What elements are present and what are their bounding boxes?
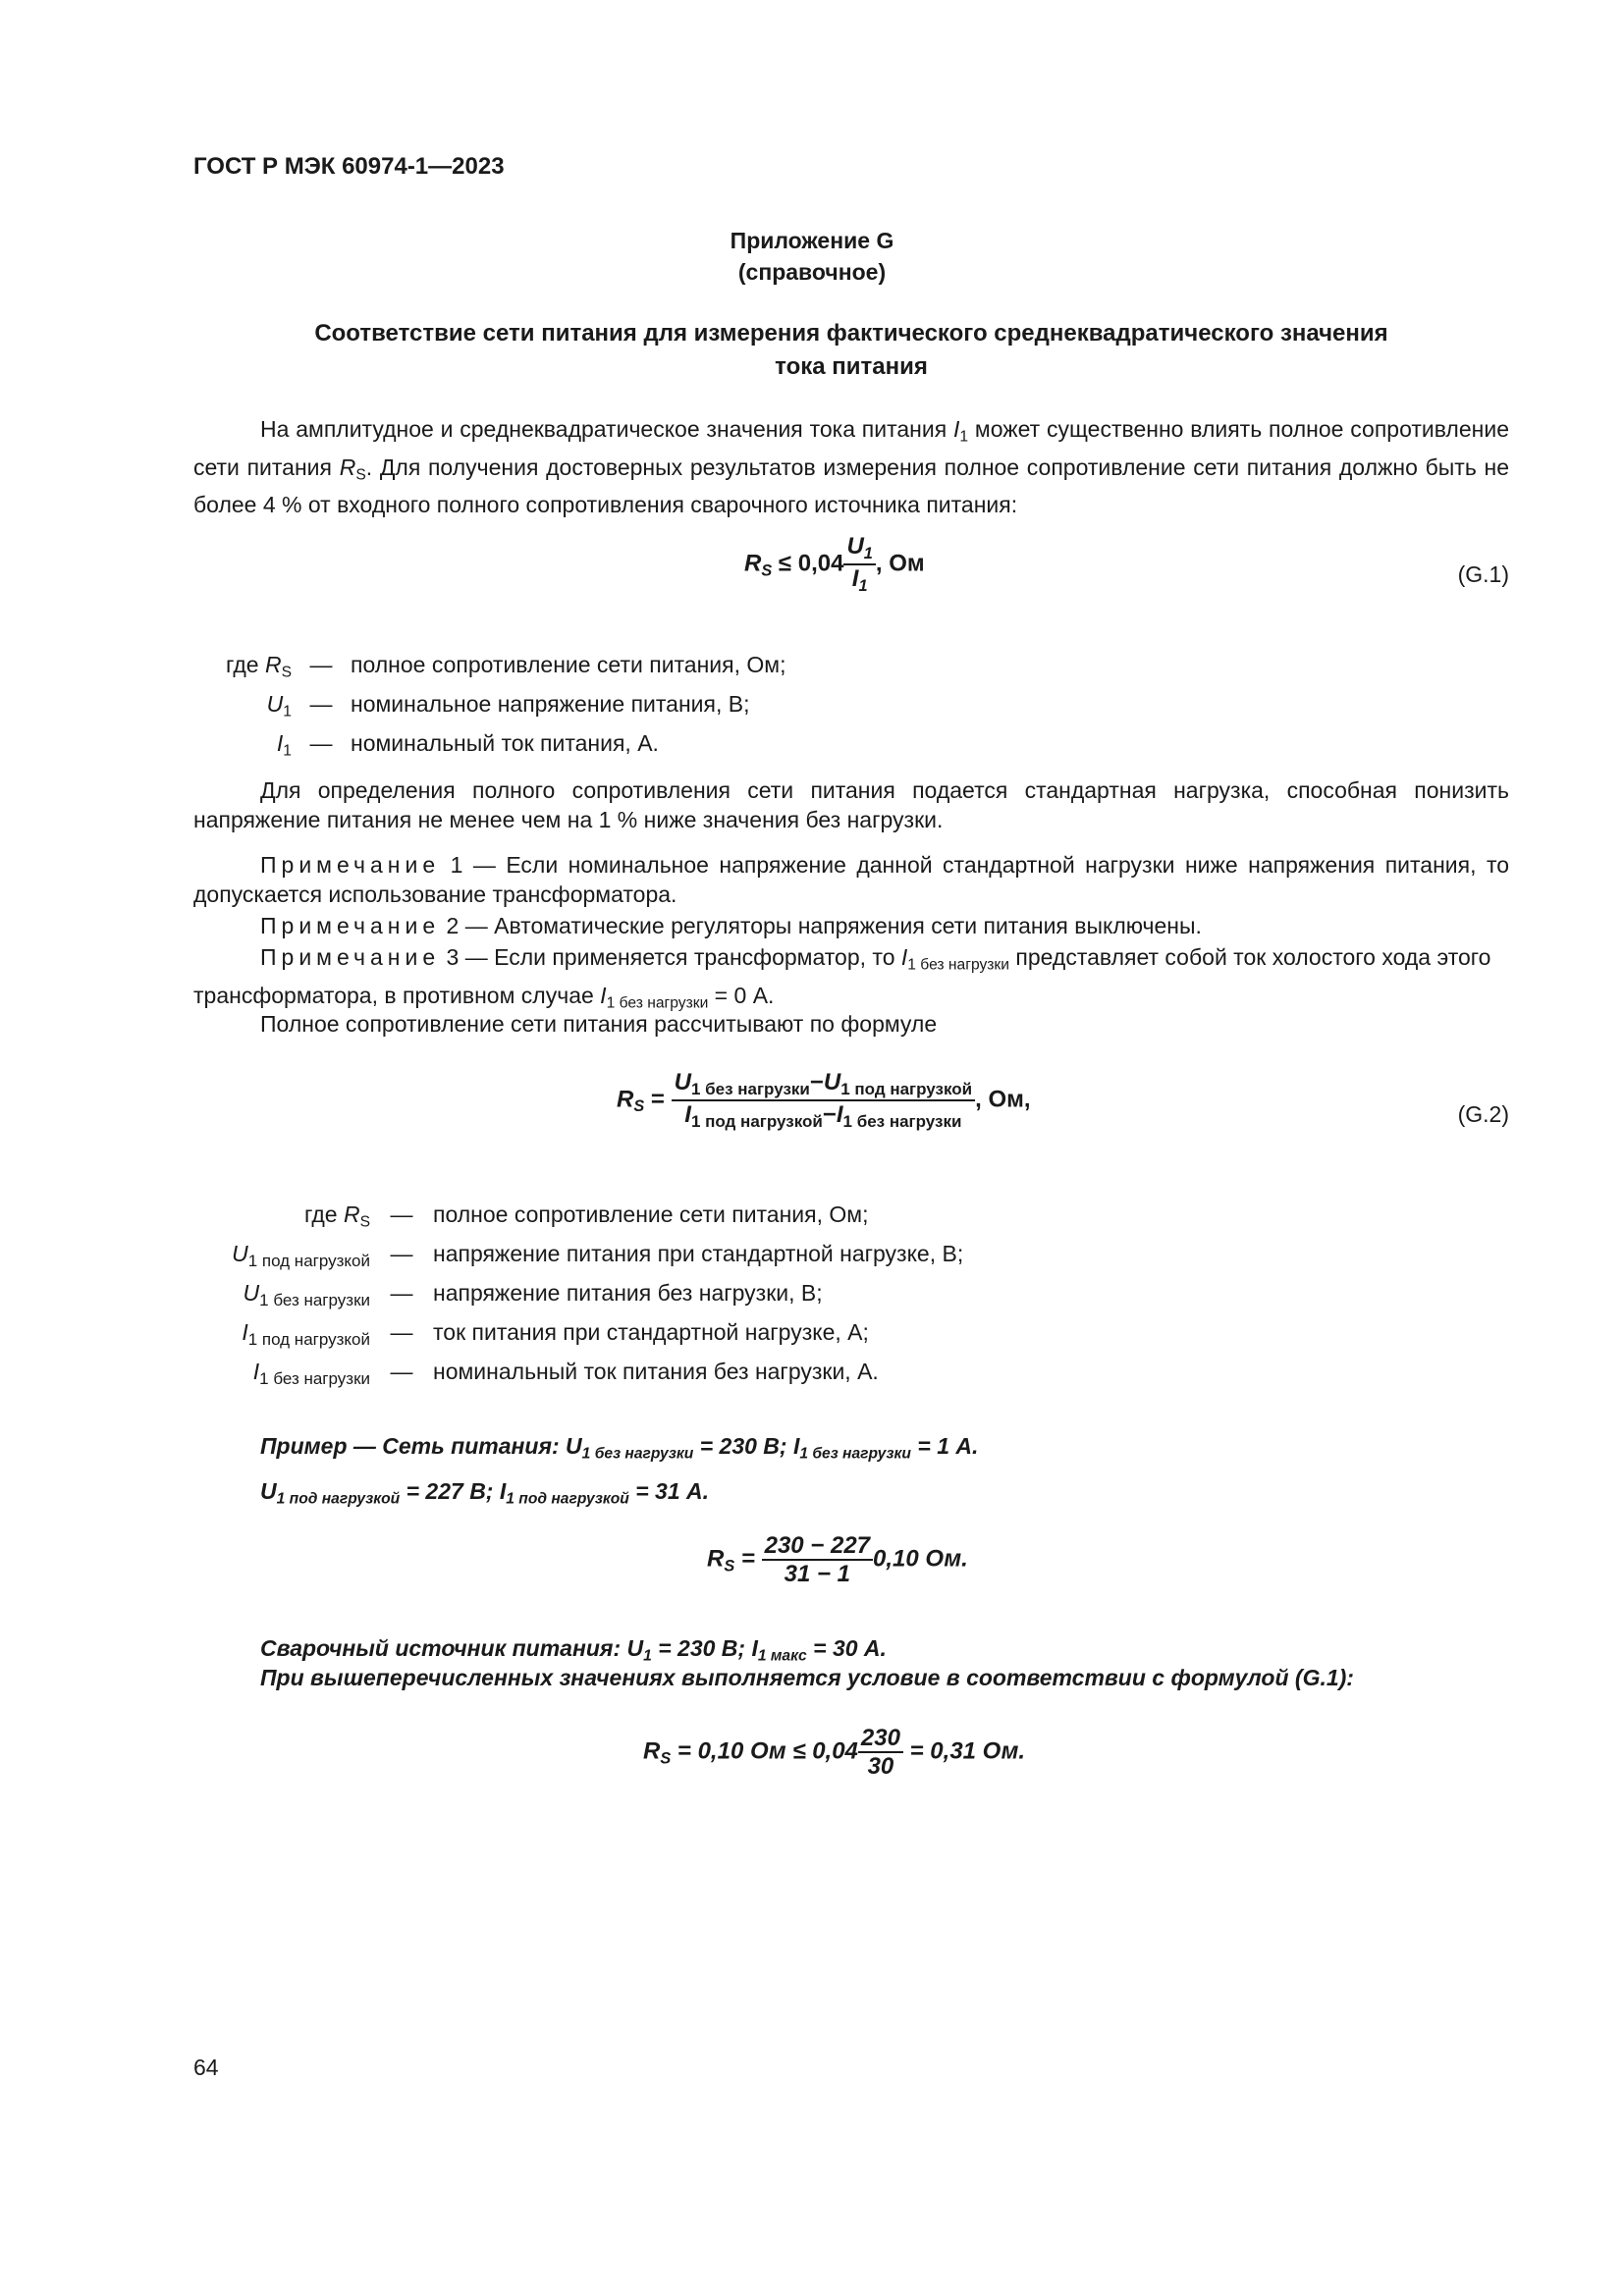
intro-subscript-1: 1 [959,428,969,446]
definition-text: номинальный ток питания, А. [351,730,659,756]
formula-g1-op: ≤ 0,04 [772,550,844,577]
definition-dash: — [390,1280,413,1306]
definition-symbol: U [232,1241,248,1266]
example-line-2-a: U [260,1478,277,1504]
formula-g2 [617,1070,1031,1131]
formula-g2-num-b-sub: 1 под нагрузкой [840,1080,973,1099]
definition-row [193,1239,963,1276]
formula-g2-num-a-sub: 1 без нагрузки [690,1080,810,1099]
intro-text-a: На амплитудное и среднеквадратическое значения тока питания [260,416,953,442]
intro-text-b: может существенно влиять полное сопротивление сети питания [193,416,1509,480]
example-line-1 [260,1431,978,1469]
example-check-num: 230 [858,1726,903,1753]
example-line-2-sub-1: 1 под нагрузкой [276,1490,401,1508]
example-check-fraction [858,1726,903,1779]
example-line-2-c: = 31 А. [628,1478,710,1504]
definition-text: ток питания при стандартной нагрузке, А; [433,1319,869,1345]
formula-g2-lhs: R [617,1086,634,1113]
formula-g1-fraction [843,534,875,595]
annex-status: (справочное) [737,259,887,285]
definition-subscript: 1 [283,742,292,760]
example-check-den: 30 [867,1753,894,1781]
formula-g1 [744,534,925,595]
definition-row [193,1317,869,1355]
example-check-lhs-sub: S [660,1749,672,1768]
example-formula-rs [707,1533,968,1586]
definition-dash: — [309,691,333,717]
definition-dash: — [390,1241,413,1266]
intro-symbol-r: R [339,454,356,480]
formula-g1-lhs-sub: S [761,561,773,580]
definition-dash: — [309,652,333,677]
example-formula-fraction [762,1533,873,1586]
note-number: 3 [446,944,460,970]
example-formula-lhs: R [707,1545,725,1573]
definition-text: напряжение питания без нагрузки, В; [433,1280,823,1306]
formula-g1-unit: , Ом [875,550,925,577]
definition-dash: — [390,1201,413,1227]
example-line-3-a: Сварочный источник питания: U [260,1635,644,1661]
annex-title: Приложение G [730,228,894,253]
formula-g2-den-a: I [684,1100,691,1128]
definition-prefix: где [225,652,265,677]
example-line-2-sub-2: 1 под нагрузкой [506,1490,629,1508]
note-number: 2 [446,913,460,938]
definition-text: напряжение питания при стандартной нагрузке, В; [433,1241,964,1266]
note-symbol: I [900,944,908,970]
definition-row [193,1278,823,1315]
example-line-1-c: = 1 А. [910,1433,979,1459]
definition-subscript: 1 без нагрузки [259,1369,370,1389]
definition-text: номинальный ток питания без нагрузки, А. [433,1359,879,1384]
example-line-2-b: = 227 В; I [400,1478,507,1504]
note-label: Примечание [260,944,441,970]
definition-subscript: 1 [283,703,292,721]
note-text: — Автоматические регуляторы напряжения сети питания выключены. [459,913,1202,938]
intro-paragraph [193,414,1509,519]
formula-g2-fraction [672,1070,976,1131]
note-symbol-2: I [600,982,607,1008]
definition-dash: — [309,730,333,756]
definition-dash: — [390,1359,413,1384]
formula-g2-lhs-sub: S [633,1097,645,1116]
definition-symbol: R [343,1201,360,1227]
definition-subscript: 1 без нагрузки [259,1291,370,1310]
page-number: 64 [193,2055,219,2080]
note-text-c: = 0 А. [708,982,775,1008]
intro-symbol-i: I [953,416,960,442]
example-check-result: = 0,31 Ом. [902,1737,1026,1765]
definition-symbol: U [243,1280,260,1306]
formula-g1-den: I [851,565,859,593]
formula-g2-eq: = [644,1086,672,1113]
annex-heading-line2: тока питания [775,353,928,380]
definition-subscript: S [281,664,292,681]
definition-text: полное сопротивление сети питания, Ом; [351,652,786,677]
note-text-b: представляет собой ток холостого хода этого трансформатора, в противном случае [193,944,1491,1008]
formula-g2-num-a: U [674,1069,691,1095]
definition-symbol: I [242,1319,248,1345]
definition-text: номинальное напряжение питания, В; [351,691,750,717]
example-line-1-b: = 230 В; I [693,1433,800,1459]
example-line-3-b: = 230 В; I [651,1635,758,1661]
equation-number-g1: (G.1) [1457,561,1509,587]
definition-symbol: U [266,691,284,717]
example-check-mid: = 0,10 Ом ≤ 0,04 [671,1737,858,1765]
document-id: ГОСТ Р МЭК 60974-1—2023 [193,153,505,180]
example-formula-eq: = [734,1545,762,1573]
definition-text: полное сопротивление сети питания, Ом; [433,1201,869,1227]
standard-load-paragraph: Для определения полного сопротивления сети питания подается стандартная нагрузка, способная понизить напряжение питания не менее чем на 1 % ниже значения без нагрузки. [193,777,1509,832]
example-line-1-a: Пример — Сеть питания: U [260,1433,582,1459]
intro-subscript-s: S [355,466,366,484]
example-formula-den: 31 − 1 [784,1561,851,1588]
definition-row [193,1357,879,1394]
example-line-1-sub-2: 1 без нагрузки [799,1445,911,1463]
definition-subscript: 1 под нагрузкой [247,1252,370,1271]
definition-row [193,650,785,688]
example-line-3-sub-1: 1 [643,1647,652,1665]
definition-dash: — [390,1319,413,1345]
note-3 [193,942,1514,1018]
example-line-3-c: = 30 А. [806,1635,887,1661]
definition-subscript: 1 под нагрузкой [247,1330,370,1350]
definition-symbol: I [252,1359,260,1384]
equation-number-g2: (G.2) [1457,1101,1509,1127]
example-line-1-sub-1: 1 без нагрузки [581,1445,694,1463]
annex-heading-line1: Соответствие сети питания для измерения фактического среднеквадратического значения [314,320,1388,347]
example-check-lhs: R [643,1737,661,1765]
example-formula-result: 0,10 Ом. [873,1545,968,1573]
definition-row [193,689,749,727]
definition-symbol: I [276,730,284,756]
formula-g2-num-b: U [823,1069,841,1095]
note-1 [193,850,1509,909]
note-number: 1 [450,852,463,878]
note-subscript: 1 без нагрузки [907,956,1009,974]
formula-g1-num-sub: 1 [863,544,873,562]
formula-g1-den-sub: 1 [858,576,868,595]
note-label: Примечание [260,852,441,878]
example-line-2 [260,1476,709,1515]
formula-g1-num: U [846,533,864,560]
formula-g2-den-b-sub: 1 без нагрузки [842,1112,962,1132]
note-text-a: — Если применяется трансформатор, то [459,944,901,970]
example-line-3-sub-2: 1 макс [757,1647,807,1665]
formula-g2-den-minus: − [822,1100,837,1128]
definition-subscript: S [359,1213,370,1231]
formula-g2-den-b: I [836,1100,843,1128]
formula-intro-paragraph: Полное сопротивление сети питания рассчитывают по формуле [260,1011,938,1037]
formula-g2-num-minus: − [809,1069,824,1095]
note-label: Примечание [260,913,441,938]
definition-row [193,728,659,767]
intro-text-c: . Для получения достоверных результатов измерения полное сопротивление сети питания должно быть не более 4 % от входного полного сопротивления сварочного источника питания: [193,454,1509,518]
note-subscript-2: 1 без нагрузки [606,994,709,1012]
formula-g2-den-a-sub: 1 под нагрузкой [690,1112,823,1132]
example-line-4: При вышеперечисленных значениях выполняется условие в соответствии с формулой (G.1): [260,1665,1354,1690]
note-text: — Если номинальное напряжение данной стандартной нагрузки ниже напряжения питания, то допускается использование трансформатора. [193,852,1510,907]
definition-row [193,1200,868,1238]
example-formula-lhs-sub: S [724,1557,735,1575]
definition-symbol: R [264,652,282,677]
example-formula-check [643,1726,1025,1779]
definition-prefix: где [303,1201,344,1227]
example-formula-num: 230 − 227 [762,1533,873,1561]
note-2 [193,911,1509,940]
formula-g2-unit: , Ом, [975,1086,1031,1113]
formula-g1-lhs: R [744,550,762,577]
